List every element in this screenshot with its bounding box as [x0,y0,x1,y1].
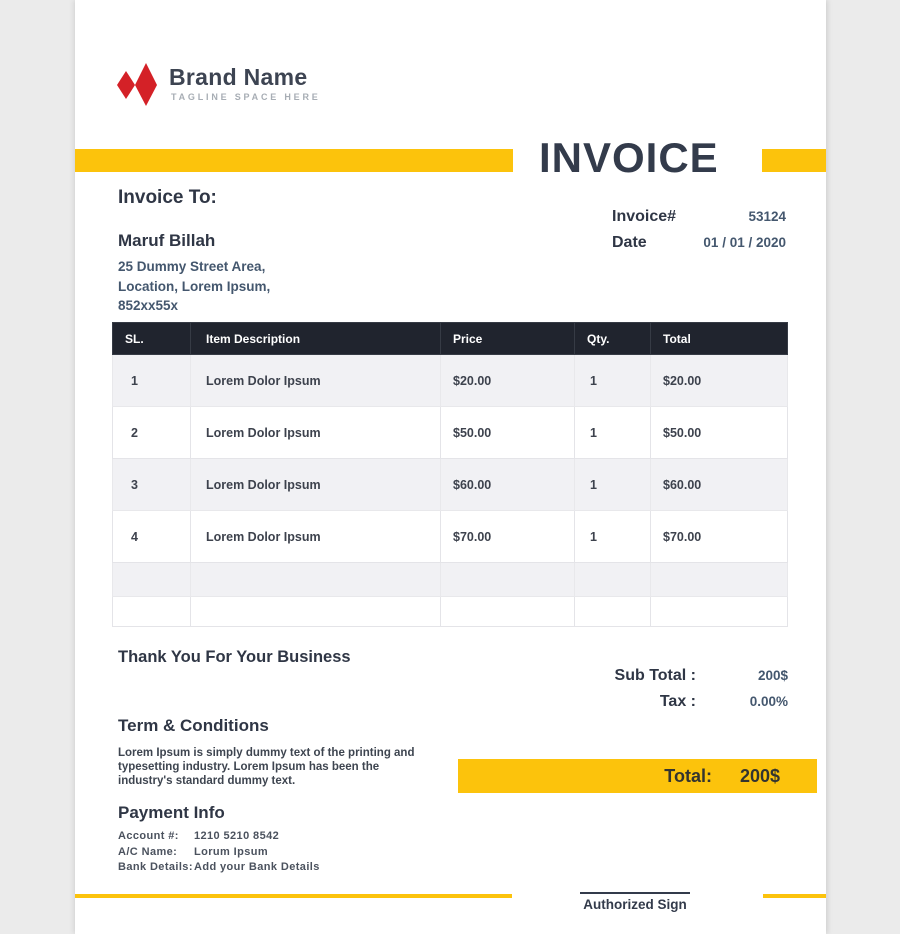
cell-price: $70.00 [441,511,575,563]
cell-sl: 2 [113,407,191,459]
col-header-total: Total [651,323,788,355]
subtotal-value: 200$ [757,668,788,683]
brand-logo-diamonds-icon [116,62,158,107]
cell-sl: 1 [113,355,191,407]
cell-sl: 3 [113,459,191,511]
client-address-line: 852xx55x [118,298,179,313]
page-title: INVOICE [539,134,719,181]
cell-total: $60.00 [651,459,788,511]
cell-sl: 4 [113,511,191,563]
grand-total-bar [458,759,817,793]
terms-body: Lorem Ipsum is simply dummy text of the printing and typesetting industry. Lorem Ipsum has been the industry's standard dummy text. [118,747,415,787]
table-row [113,407,788,459]
client-address-line: Location, Lorem Ipsum, [118,278,271,294]
cell-price: $60.00 [441,459,575,511]
grand-total-value: 200$ [739,765,780,786]
cell-description: Lorem Dolor Ipsum [191,511,441,563]
invoice-number-row [612,208,786,226]
cell-total: $70.00 [651,511,788,563]
payment-value: 1210 5210 8542 [194,830,280,842]
payment-row-account [118,829,320,845]
cell-price: $20.00 [441,355,575,407]
payment-row-bank [118,860,320,876]
title-band-right [762,149,826,172]
client-name: Maruf Billah [118,231,216,250]
col-header-qty: Qty. [575,323,651,355]
cell-qty: 1 [575,407,651,459]
invoice-number-value: 53124 [748,209,786,224]
thank-you-note: Thank You For Your Business [118,648,351,666]
footer-accent-line-left [75,894,512,898]
brand-tagline: TAGLINE SPACE HERE [171,92,321,102]
col-header-sl: SL. [113,323,191,355]
terms-heading: Term & Conditions [118,716,269,735]
table-row [113,459,788,511]
subtotal-row [615,667,788,685]
payment-label: Bank Details: [118,861,193,873]
cell-qty: 1 [575,459,651,511]
table-row [113,511,788,563]
authorized-sign-label: Authorized Sign [583,897,687,912]
invoice-date-label: Date [612,234,647,251]
payment-info-rows [118,829,320,876]
invoice-date-value: 01 / 01 / 2020 [703,235,786,250]
subtotal-label: Sub Total : [614,667,696,684]
col-header-price: Price [441,323,575,355]
footer-accent-line-right [763,894,826,898]
payment-value: Lorum Ipsum [194,845,269,858]
table-row-empty [113,597,788,627]
payment-label: Account #: [118,830,179,842]
cell-description: Lorem Dolor Ipsum [191,355,441,407]
client-address [118,257,270,316]
tax-value: 0.00% [749,694,788,709]
col-header-description: Item Description [191,323,441,355]
cell-price: $50.00 [441,407,575,459]
invoice-number-label: Invoice# [612,208,677,225]
payment-value: Add your Bank Details [194,861,320,873]
signature-line [580,892,690,894]
client-address-line: 25 Dummy Street Area, [118,259,266,274]
invoice-page [75,0,826,934]
items-table [112,322,788,627]
payment-label: A/C Name: [118,845,178,858]
tax-row [660,693,788,711]
cell-total: $20.00 [651,355,788,407]
invoice-to-heading: Invoice To: [118,187,217,208]
grand-total-label: Total: [664,765,712,786]
payment-info-heading: Payment Info [118,803,225,822]
table-header-row [113,323,788,355]
invoice-date-row [612,234,786,252]
cell-description: Lorem Dolor Ipsum [191,407,441,459]
cell-description: Lorem Dolor Ipsum [191,459,441,511]
table-row [113,355,788,407]
cell-total: $50.00 [651,407,788,459]
cell-qty: 1 [575,355,651,407]
brand-name: Brand Name [169,64,308,90]
cell-qty: 1 [575,511,651,563]
table-row-empty [113,563,788,597]
payment-row-name [118,845,320,861]
tax-label: Tax : [659,693,696,710]
title-band-left [75,149,513,172]
